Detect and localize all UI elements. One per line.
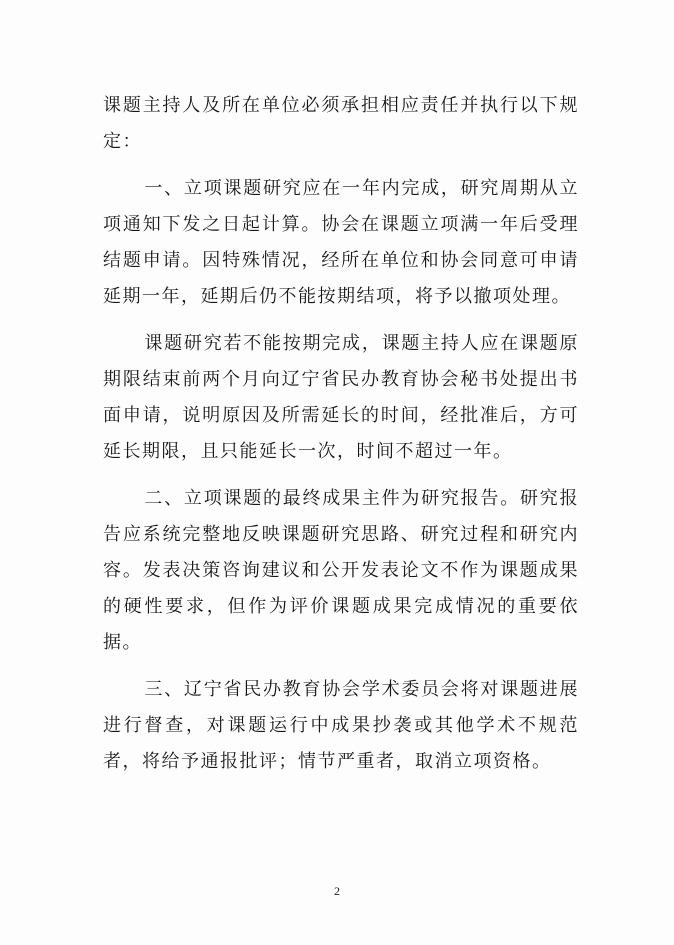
document-body	[103, 88, 579, 791]
clause-one-paragraph: 一、立项课题研究应在一年内完成，研究周期从立项通知下发之日起计算。协会在课题立项满一年后受理结题申请。因特殊情况，经所在单位和协会同意可申请延期一年，延期后仍不能按期结项，将予以撤项处理。	[103, 178, 579, 307]
extension-paragraph: 课题研究若不能按期完成，课题主持人应在课题原期限结束前两个月向辽宁省民办教育协会秘书处提出书面申请，说明原因及所需延长的时间，经批准后，方可延长期限，且只能延长一次，时间不超过一年。	[103, 333, 579, 462]
page-number: 2	[334, 884, 340, 898]
clause-three-paragraph: 三、辽宁省民办教育协会学术委员会将对课题进展进行督查，对课题运行中成果抄袭或其他学术不规范者，将给予通报批评；情节严重者，取消立项资格。	[103, 679, 579, 772]
clause-two-paragraph: 二、立项课题的最终成果主件为研究报告。研究报告应系统完整地反映课题研究思路、研究过程和研究内容。发表决策咨询建议和公开发表论文不作为课题成果的硬性要求，但作为评价课题成果完成情况的重要依据。	[103, 488, 579, 653]
intro-paragraph: 课题主持人及所在单位必须承担相应责任并执行以下规定：	[103, 95, 579, 152]
